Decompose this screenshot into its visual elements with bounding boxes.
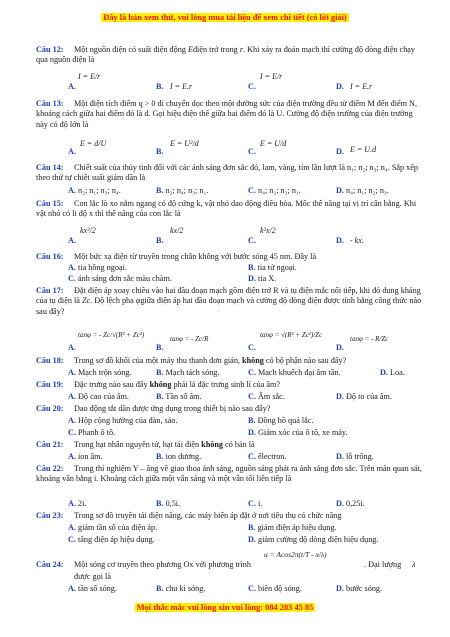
question-14 xyxy=(36,163,424,184)
option-d[interactable]: D. xyxy=(336,236,344,245)
symbol-lambda: λ xyxy=(412,560,416,569)
question-text: Một bức xạ điện từ truyền trong chân không với bước sóng 45 nm. Đây là xyxy=(74,252,317,261)
question-label: Câu 24: xyxy=(36,560,64,569)
option-d[interactable]: D. n₄; n₁; n₂; n₃. xyxy=(336,186,389,195)
option-a[interactable]: A. Mạch trộn sóng. xyxy=(68,368,132,377)
question-label: Câu 15: xyxy=(36,199,64,208)
question-text: Trong sơ đồ khối của một máy thu thanh đơn giản, xyxy=(74,356,240,365)
question-text: . Đại lượng xyxy=(364,560,402,569)
option-b[interactable]: B. tia tử ngoại. xyxy=(248,263,297,272)
option-letter: A. xyxy=(68,186,76,195)
option-letter: C. xyxy=(248,584,256,593)
question-label: Câu 23: xyxy=(36,511,64,520)
emphasis-text: không xyxy=(149,380,172,389)
formula-d: - kx. xyxy=(350,236,364,245)
question-label: Câu 22: xyxy=(36,464,64,473)
option-a[interactable]: A. xyxy=(68,236,76,245)
contact-banner xyxy=(100,603,350,614)
option-b[interactable]: B. Tần số âm. xyxy=(156,392,202,401)
option-letter: C. xyxy=(248,452,256,461)
question-label: Câu 13: xyxy=(36,99,64,108)
option-letter: D. xyxy=(336,584,344,593)
question-label: Câu 16: xyxy=(36,252,64,261)
question-text: Dao động tắt dần được ứng dụng trong thiết bị nào sau đây? xyxy=(74,404,271,413)
option-c[interactable]: C. tăng điện áp hiệu dụng. xyxy=(68,535,155,544)
option-a[interactable]: A. ion âm. xyxy=(68,452,103,461)
question-text: giữa điện áp hai đầu đoạn mạch và cường độ dòng điện được tính bằng công thức nào sau đây? xyxy=(36,296,422,316)
question-label: Câu 14: xyxy=(36,163,64,172)
question-16 xyxy=(36,252,424,262)
option-d[interactable]: D. Độ to của âm. xyxy=(336,392,392,401)
option-d[interactable]: D. tia X. xyxy=(248,274,277,283)
question-text: Trong thí nghiệm Y – âng về giao thoa ánh sáng, nguồn sáng phát ra ánh sáng đơn sắc. Trên màn quan sát, khoảng vân bằng i. Khoảng cách giữa một vân sáng và một vân tối liên tiếp là xyxy=(36,464,422,484)
option-a[interactable]: A. tần số sóng. xyxy=(68,584,117,593)
question-23 xyxy=(36,511,424,521)
formula-c: E = U/d xyxy=(260,139,287,148)
option-letter: C. xyxy=(248,186,256,195)
option-letter: A. xyxy=(68,263,76,272)
question-text: điện trở trong xyxy=(192,45,238,54)
question-text: có bộ phận nào sau đây? xyxy=(265,356,347,365)
formula-b: E = U²/d xyxy=(170,139,199,148)
question-text: Trong sơ đồ truyền tải điện năng, các máy biến áp đặt ở nơi tiêu thụ có chức năng xyxy=(74,511,342,520)
question-text: được gọi là xyxy=(74,572,111,581)
options-22 xyxy=(70,499,430,511)
option-c[interactable]: C. n₄; n₂; n₃; n₁. xyxy=(248,186,301,195)
question-label: Câu 18: xyxy=(36,356,64,365)
question-text: Một nguồn điện có suất điện động xyxy=(74,45,186,54)
option-letter: C. xyxy=(68,274,76,283)
option-a[interactable]: A. tia hồng ngoại. xyxy=(68,263,127,272)
contact-banner-text: Mọi thắc mắc vui lòng xin vui lòng: 084 283 45 85 xyxy=(136,603,314,612)
option-d[interactable]: D. xyxy=(336,343,344,352)
option-letter: A. xyxy=(68,584,76,593)
formula-a: kx²/2 xyxy=(80,226,96,235)
question-text: Chiết suất của thủy tinh đối với các ánh sáng đơn sắc đỏ, lam, vàng, tím lần lượt là n₁; n₂; n₃; n₄. Sắp xếp theo thứ tự chiết suất giảm dần là xyxy=(36,163,419,183)
option-letter: D. xyxy=(336,452,344,461)
formula-b: tanφ = - Zc/R xyxy=(170,335,209,343)
option-c[interactable]: C. xyxy=(248,147,256,156)
emphasis-text: không xyxy=(242,356,264,365)
question-text: . Độ lệch pha xyxy=(90,296,134,306)
option-letter: D. xyxy=(336,499,344,508)
option-letter: C. xyxy=(68,428,76,437)
options-15 xyxy=(70,222,430,246)
options-12 xyxy=(70,72,430,94)
question-17 xyxy=(36,286,424,317)
question-13 xyxy=(36,99,424,130)
option-letter: B. xyxy=(156,368,164,377)
option-d[interactable]: D. Loa. xyxy=(380,368,405,377)
formula-c: I = E/r xyxy=(260,72,283,81)
option-letter: B. xyxy=(248,263,256,272)
option-d[interactable]: D. lỗ trống. xyxy=(336,452,374,461)
question-label: Câu 21: xyxy=(36,440,64,449)
option-c[interactable]: C. xyxy=(248,343,256,352)
option-b[interactable]: B. ion dương. xyxy=(156,452,202,461)
options-23 xyxy=(70,523,430,547)
symbol-emf: E xyxy=(187,45,193,54)
preview-banner-text: Đây là bản xem thử, vui lòng mua tài liệu để xem chi tiết (có lời giải) xyxy=(103,13,347,22)
question-label: Câu 19: xyxy=(36,380,64,389)
option-b[interactable]: B. chu kì sóng. xyxy=(156,584,206,593)
option-letter: A. xyxy=(68,368,76,377)
option-letter: D. xyxy=(248,535,256,544)
option-a[interactable]: A. xyxy=(68,343,76,352)
formula-d: tanφ = - R/Zc xyxy=(350,335,389,343)
question-label: Câu 17: xyxy=(36,286,64,295)
option-letter: B. xyxy=(156,584,164,593)
option-letter: B. xyxy=(248,416,256,425)
question-text: có bản là xyxy=(225,440,255,449)
symbol-phi: φ xyxy=(135,296,141,306)
question-text: Đặt điện áp xoay chiều vào hai đầu đoạn mạch gồm điện trở R và tụ điện mắc nối tiếp, khi đó dung kháng của tụ điện là xyxy=(36,286,421,306)
options-14 xyxy=(70,186,430,198)
question-text: phải là đặc trưng sinh lí của âm? xyxy=(173,380,281,389)
option-a[interactable]: A. xyxy=(68,82,76,91)
question-text: Một sóng cơ truyền theo phương Ox với phương trình xyxy=(74,560,251,569)
option-b[interactable]: B. xyxy=(156,82,164,91)
option-c[interactable]: C. xyxy=(248,236,256,245)
question-18 xyxy=(36,356,424,366)
option-letter: C. xyxy=(248,368,256,377)
option-a[interactable]: A. Hộp cộng hưởng của đàn, sáo. xyxy=(68,416,178,425)
preview-banner xyxy=(50,13,400,24)
options-21 xyxy=(70,452,430,464)
options-16 xyxy=(70,263,430,287)
question-15 xyxy=(36,199,424,220)
option-letter: D. xyxy=(380,368,388,377)
option-letter: D. xyxy=(336,186,344,195)
question-21 xyxy=(36,440,424,450)
option-letter: A. xyxy=(68,523,76,532)
option-c[interactable]: C. xyxy=(248,82,256,91)
question-label: Câu 20: xyxy=(36,404,64,413)
option-letter: A. xyxy=(68,499,76,508)
option-b[interactable]: B. xyxy=(156,147,164,156)
formula-b: I = E.r xyxy=(170,82,193,91)
option-b[interactable]: B. xyxy=(156,343,164,352)
option-a[interactable]: A. xyxy=(68,147,76,156)
formula-a: I = E/r xyxy=(78,72,101,81)
formula-a: tanφ = - Zc/√(R² + Zc²) xyxy=(78,331,145,339)
option-d[interactable]: D. xyxy=(336,82,344,91)
option-b[interactable]: B. Đồng hồ quả lắc. xyxy=(248,416,314,425)
options-17 xyxy=(70,325,430,355)
option-a[interactable]: A. 2i. xyxy=(68,499,87,508)
formula-a: E = d/U xyxy=(80,139,107,148)
option-d[interactable]: D. Giảm xóc của ô tô, xe máy. xyxy=(248,428,348,437)
option-c[interactable]: C. Âm sắc. xyxy=(248,392,285,401)
option-d[interactable]: D. xyxy=(336,147,344,156)
option-a[interactable]: A. Độ cao của âm. xyxy=(68,392,129,401)
option-c[interactable]: C. ánh sáng đơn sắc màu chàm. xyxy=(68,274,172,283)
wave-equation: u = Acos2π(t/T - x/λ) xyxy=(264,550,327,559)
option-letter: D. xyxy=(336,392,344,401)
option-letter: C. xyxy=(68,535,76,544)
option-b[interactable]: B. n₂; n₄; n₃; n₁. xyxy=(156,186,209,195)
options-19 xyxy=(70,392,430,404)
options-18 xyxy=(70,368,430,380)
formula-d: I = E.r xyxy=(350,82,373,91)
option-c[interactable]: C. Phanh ô tô. xyxy=(68,428,116,437)
option-letter: A. xyxy=(68,392,76,401)
question-text: Con lắc lò xo nằm ngang có độ cứng k, vật nhỏ dao động điều hòa. Mốc thế năng tại vị trí cân bằng. Khi vật nhỏ có li độ x thì thế năng của con lắc là xyxy=(36,199,417,219)
formula-c: k²x/2 xyxy=(260,226,276,235)
option-letter: B. xyxy=(156,392,164,401)
option-d[interactable]: D. 0,25i. xyxy=(336,499,365,508)
question-24 xyxy=(36,550,424,580)
option-letter: B. xyxy=(156,499,164,508)
options-20 xyxy=(70,416,430,440)
option-c[interactable]: C. êlectron. xyxy=(248,452,287,461)
option-c[interactable]: C. Mạch khuếch đại âm tần. xyxy=(248,368,341,377)
formula-d: E = U.d xyxy=(350,145,377,154)
question-19 xyxy=(36,380,424,390)
question-text: . Khi xảy ra đoản mạch thì cường độ dòng điện chạy qua nguồn điện là xyxy=(36,45,416,65)
formula-c: tanφ = √(R² + Zc²)/Zc xyxy=(260,331,323,339)
option-letter: D. xyxy=(248,428,256,437)
option-letter: A. xyxy=(68,452,76,461)
question-label: Câu 12: xyxy=(36,45,64,54)
option-letter: C. xyxy=(248,499,256,508)
option-b[interactable]: B. 0,5i. xyxy=(156,499,181,508)
option-letter: B. xyxy=(156,186,164,195)
option-letter: C. xyxy=(248,392,256,401)
question-12 xyxy=(36,45,424,66)
option-b[interactable]: B. xyxy=(156,236,164,245)
option-letter: B. xyxy=(156,452,164,461)
question-22 xyxy=(36,464,424,485)
option-a[interactable]: A. n₂; n₁; n₃; n₄. xyxy=(68,186,121,195)
option-letter: B. xyxy=(248,523,256,532)
option-b[interactable]: B. giảm điện áp hiệu dụng. xyxy=(248,523,337,532)
question-20 xyxy=(36,404,424,414)
option-d[interactable]: D. giảm cường độ dòng điện hiệu dụng. xyxy=(248,535,379,544)
option-letter: A. xyxy=(68,416,76,425)
option-letter: D. xyxy=(248,274,256,283)
symbol-r: r xyxy=(239,45,243,54)
options-13 xyxy=(70,135,430,159)
symbol-zc: Zc xyxy=(81,296,91,306)
option-b[interactable]: B. Mạch tách sóng. xyxy=(156,368,220,377)
question-text: Đặc trưng nào sau đây xyxy=(74,380,148,389)
option-d[interactable]: D. bước sóng. xyxy=(336,584,383,593)
option-a[interactable]: A. giảm tần số của điện áp. xyxy=(68,523,158,532)
emphasis-text: không xyxy=(201,440,224,449)
option-c[interactable]: C. i. xyxy=(248,499,263,508)
formula-b: kx/2 xyxy=(170,226,184,235)
options-24 xyxy=(70,584,430,596)
question-text: Một điện tích điểm q > 0 di chuyển dọc theo một đường sức của điện trường đều từ điểm M đến điểm N, khoảng cách giữa hai điểm đó là d. Gọi hiệu điện thế giữa hai điểm đó là U. Cường độ điện trường của điện trường này có độ lớn là xyxy=(36,99,417,129)
question-text: Trong hạt nhân nguyên tử, hạt tải điện xyxy=(74,440,200,449)
option-c[interactable]: C. biên độ sóng. xyxy=(248,584,302,593)
